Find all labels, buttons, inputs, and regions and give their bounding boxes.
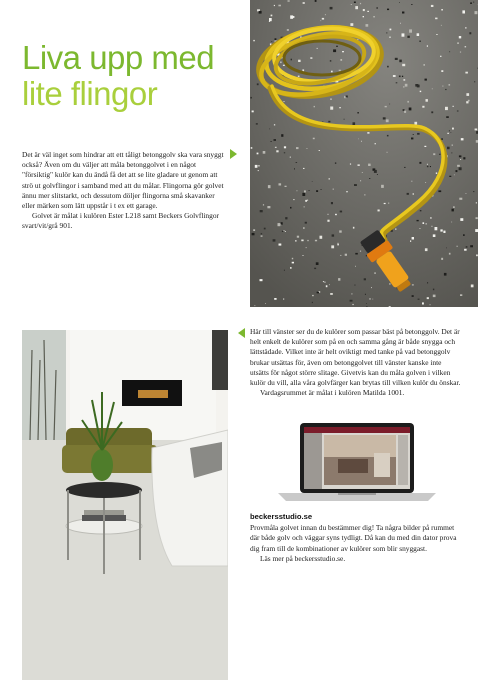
intro-color-note: Golvet är målat i kulören Ester L218 samt Beckers Golvflingor svart/vit/grå 901. — [22, 211, 219, 231]
living-room-photo — [22, 330, 228, 680]
studio-link-note: Läs mer på beckersstudio.se. — [260, 553, 346, 563]
studio-paragraph: Provmåla golvet innan du bestämmer dig! Ta några bilder på rummet där både golv och väggar syns tydligt. Då kan du med din dator prova dig fram till de kombinationer av kulörer som blir snyggast. — [250, 523, 457, 553]
hose-floor-photo — [250, 0, 478, 307]
headline-line-1: Liva upp med — [22, 39, 215, 76]
arrow-right-icon — [230, 149, 237, 159]
studio-title: beckersstudio.se — [250, 512, 313, 521]
arrow-left-icon — [238, 328, 245, 338]
room-description — [250, 327, 462, 398]
laptop-image — [278, 423, 436, 503]
intro-text — [22, 150, 227, 232]
studio-section — [250, 512, 465, 564]
room-color-note: Vardagsrummet är målat i kulören Matilda 1001. — [260, 388, 405, 398]
headline-line-2: lite flingor — [22, 75, 158, 112]
page-headline — [22, 40, 242, 112]
intro-paragraph: Det är väl inget som hindrar att ett tåligt betonggolv ska vara snyggt också? Även om du väljer att måla betonggolvet i en något "försiktig" kulör kan du ändå få det att se lite gladare ut genom att strö ut golvflingor i samband med att du målar. Flingorna gör golvet ännu mer slitstarkt, och dessutom döljer flingorna små skavanker eller märken som lätt uppstår i t ex ett garage. — [22, 150, 224, 211]
room-paragraph: Här till vänster ser du de kulörer som passar bäst på betonggolv. Det är helt enkelt de kulörer som på en och samma gång är både snygga och lättstädade. Vilket inte är helt oviktigt med tanke på vad betonggolv brukar utsättas för, även om betonggolvet till vänster kanske inte utsätts för något större slitage. Givetvis kan du måla golven i vilken kulör du vill, alla våra golvfärger kan brytas till vilken kulör du önskar. — [250, 327, 461, 388]
